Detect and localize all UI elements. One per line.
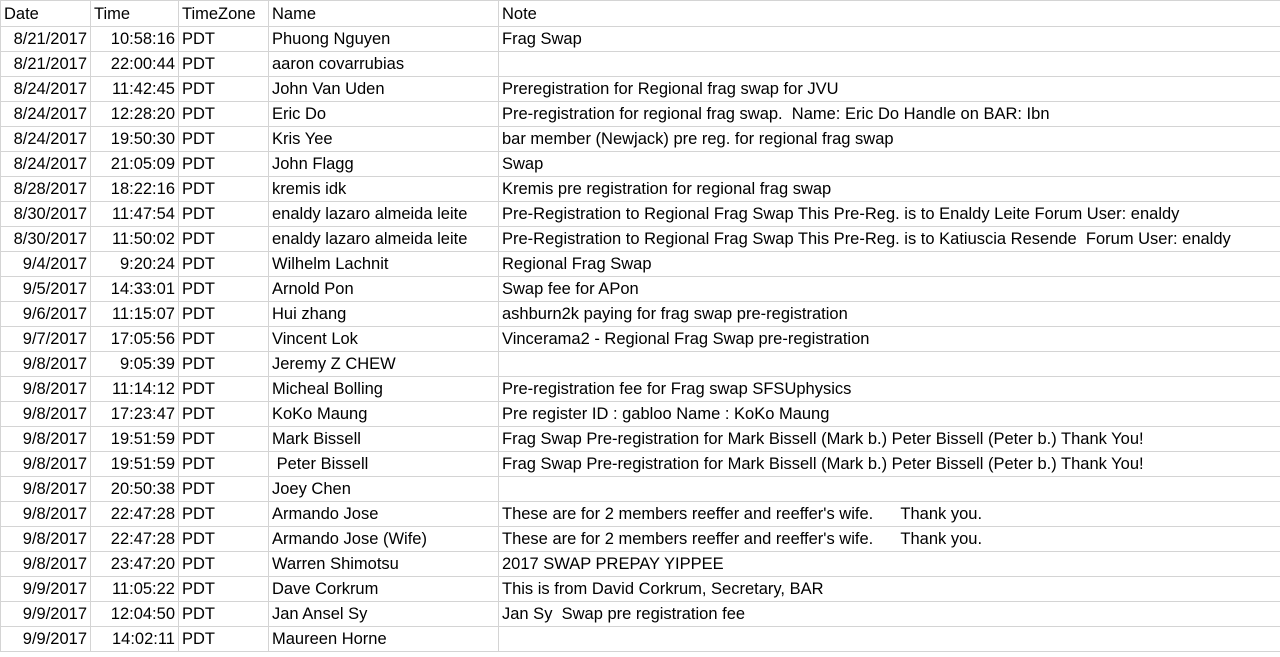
name-cell[interactable]: enaldy lazaro almeida leite: [269, 227, 499, 252]
date-cell[interactable]: 9/8/2017: [1, 452, 91, 477]
header-row: [1, 1, 1280, 27]
note-cell[interactable]: [499, 627, 1280, 652]
time-cell[interactable]: 20:50:38: [91, 477, 179, 502]
timezone-cell[interactable]: PDT: [179, 202, 269, 227]
timezone-cell[interactable]: PDT: [179, 577, 269, 602]
timezone-cell[interactable]: PDT: [179, 527, 269, 552]
header-date[interactable]: Date: [1, 1, 91, 27]
date-cell[interactable]: 9/8/2017: [1, 377, 91, 402]
date-cell[interactable]: 9/8/2017: [1, 352, 91, 377]
table-row: [1, 327, 1280, 352]
date-cell[interactable]: 9/9/2017: [1, 602, 91, 627]
time-cell[interactable]: 23:47:20: [91, 552, 179, 577]
table-row: [1, 127, 1280, 152]
table-row: [1, 302, 1280, 327]
date-cell[interactable]: 8/24/2017: [1, 152, 91, 177]
table-row: [1, 202, 1280, 227]
time-cell[interactable]: 11:47:54: [91, 202, 179, 227]
table-row: [1, 252, 1280, 277]
timezone-cell[interactable]: PDT: [179, 177, 269, 202]
name-cell[interactable]: Armando Jose: [269, 502, 499, 527]
date-cell[interactable]: 8/28/2017: [1, 177, 91, 202]
time-cell[interactable]: 14:33:01: [91, 277, 179, 302]
note-cell[interactable]: 2017 SWAP PREPAY YIPPEE: [499, 552, 1280, 577]
note-cell[interactable]: Regional Frag Swap: [499, 252, 1280, 277]
name-cell[interactable]: John Van Uden: [269, 77, 499, 102]
name-cell[interactable]: Armando Jose (Wife): [269, 527, 499, 552]
time-cell[interactable]: 11:42:45: [91, 77, 179, 102]
time-cell[interactable]: 21:05:09: [91, 152, 179, 177]
note-cell[interactable]: [499, 352, 1280, 377]
name-cell[interactable]: Joey Chen: [269, 477, 499, 502]
note-cell[interactable]: Kremis pre registration for regional frag swap: [499, 177, 1280, 202]
name-cell[interactable]: Peter Bissell: [269, 452, 499, 477]
timezone-cell[interactable]: PDT: [179, 502, 269, 527]
table-row: [1, 552, 1280, 577]
note-cell[interactable]: [499, 52, 1280, 77]
name-cell[interactable]: Wilhelm Lachnit: [269, 252, 499, 277]
timezone-cell[interactable]: PDT: [179, 552, 269, 577]
table-row: [1, 352, 1280, 377]
timezone-cell[interactable]: PDT: [179, 127, 269, 152]
table-row: [1, 27, 1280, 52]
name-cell[interactable]: Phuong Nguyen: [269, 27, 499, 52]
table-row: [1, 152, 1280, 177]
note-cell[interactable]: Frag Swap Pre-registration for Mark Bissell (Mark b.) Peter Bissell (Peter b.) Thank You!: [499, 452, 1280, 477]
date-cell[interactable]: 9/8/2017: [1, 502, 91, 527]
timezone-cell[interactable]: PDT: [179, 627, 269, 652]
timezone-cell[interactable]: PDT: [179, 477, 269, 502]
date-cell[interactable]: 9/7/2017: [1, 327, 91, 352]
table-row: [1, 102, 1280, 127]
time-cell[interactable]: 18:22:16: [91, 177, 179, 202]
time-cell[interactable]: 19:50:30: [91, 127, 179, 152]
name-cell[interactable]: John Flagg: [269, 152, 499, 177]
date-cell[interactable]: 9/8/2017: [1, 402, 91, 427]
name-cell[interactable]: KoKo Maung: [269, 402, 499, 427]
timezone-cell[interactable]: PDT: [179, 402, 269, 427]
date-cell[interactable]: 9/6/2017: [1, 302, 91, 327]
timezone-cell[interactable]: PDT: [179, 377, 269, 402]
time-cell[interactable]: 11:14:12: [91, 377, 179, 402]
name-cell[interactable]: Warren Shimotsu: [269, 552, 499, 577]
time-cell[interactable]: 17:05:56: [91, 327, 179, 352]
name-cell[interactable]: Jeremy Z CHEW: [269, 352, 499, 377]
time-cell[interactable]: 11:05:22: [91, 577, 179, 602]
note-cell[interactable]: Preregistration for Regional frag swap for JVU: [499, 77, 1280, 102]
table-row: [1, 427, 1280, 452]
time-cell[interactable]: 14:02:11: [91, 627, 179, 652]
timezone-cell[interactable]: PDT: [179, 327, 269, 352]
timezone-cell[interactable]: PDT: [179, 102, 269, 127]
time-cell[interactable]: 9:05:39: [91, 352, 179, 377]
note-cell[interactable]: Pre-Registration to Regional Frag Swap This Pre-Reg. is to Enaldy Leite Forum User: enaldy: [499, 202, 1280, 227]
time-cell[interactable]: 9:20:24: [91, 252, 179, 277]
time-cell[interactable]: 19:51:59: [91, 427, 179, 452]
date-cell[interactable]: 9/8/2017: [1, 427, 91, 452]
timezone-cell[interactable]: PDT: [179, 602, 269, 627]
time-cell[interactable]: 11:15:07: [91, 302, 179, 327]
note-cell[interactable]: Pre-Registration to Regional Frag Swap This Pre-Reg. is to Katiuscia Resende Forum User: enaldy: [499, 227, 1280, 252]
timezone-cell[interactable]: PDT: [179, 52, 269, 77]
header-note[interactable]: Note: [499, 1, 1280, 27]
note-cell[interactable]: This is from David Corkrum, Secretary, BAR: [499, 577, 1280, 602]
timezone-cell[interactable]: PDT: [179, 152, 269, 177]
table-row: [1, 452, 1280, 477]
table-row: [1, 502, 1280, 527]
date-cell[interactable]: 9/8/2017: [1, 527, 91, 552]
header-timezone[interactable]: TimeZone: [179, 1, 269, 27]
note-cell[interactable]: Pre-registration fee for Frag swap SFSUphysics: [499, 377, 1280, 402]
timezone-cell[interactable]: PDT: [179, 252, 269, 277]
date-cell[interactable]: 8/21/2017: [1, 27, 91, 52]
table-body: [1, 27, 1280, 652]
note-cell[interactable]: ashburn2k paying for frag swap pre-registration: [499, 302, 1280, 327]
date-cell[interactable]: 9/8/2017: [1, 477, 91, 502]
timezone-cell[interactable]: PDT: [179, 27, 269, 52]
name-cell[interactable]: enaldy lazaro almeida leite: [269, 202, 499, 227]
date-cell[interactable]: 9/9/2017: [1, 577, 91, 602]
timezone-cell[interactable]: PDT: [179, 77, 269, 102]
note-cell[interactable]: These are for 2 members reeffer and reeffer's wife. Thank you.: [499, 502, 1280, 527]
time-cell[interactable]: 12:04:50: [91, 602, 179, 627]
timezone-cell[interactable]: PDT: [179, 302, 269, 327]
name-cell[interactable]: Dave Corkrum: [269, 577, 499, 602]
date-cell[interactable]: 9/9/2017: [1, 627, 91, 652]
time-cell[interactable]: 22:00:44: [91, 52, 179, 77]
note-cell[interactable]: bar member (Newjack) pre reg. for regional frag swap: [499, 127, 1280, 152]
timezone-cell[interactable]: PDT: [179, 227, 269, 252]
name-cell[interactable]: kremis idk: [269, 177, 499, 202]
note-cell[interactable]: Frag Swap: [499, 27, 1280, 52]
name-cell[interactable]: Arnold Pon: [269, 277, 499, 302]
name-cell[interactable]: Jan Ansel Sy: [269, 602, 499, 627]
name-cell[interactable]: Micheal Bolling: [269, 377, 499, 402]
time-cell[interactable]: 11:50:02: [91, 227, 179, 252]
timezone-cell[interactable]: PDT: [179, 452, 269, 477]
time-cell[interactable]: 22:47:28: [91, 502, 179, 527]
name-cell[interactable]: Mark Bissell: [269, 427, 499, 452]
table-row: [1, 477, 1280, 502]
table-row: [1, 527, 1280, 552]
note-cell[interactable]: These are for 2 members reeffer and reeffer's wife. Thank you.: [499, 527, 1280, 552]
table-row: [1, 377, 1280, 402]
date-cell[interactable]: 8/21/2017: [1, 52, 91, 77]
date-cell[interactable]: 9/4/2017: [1, 252, 91, 277]
time-cell[interactable]: 22:47:28: [91, 527, 179, 552]
note-cell[interactable]: Jan Sy Swap pre registration fee: [499, 602, 1280, 627]
header-name[interactable]: Name: [269, 1, 499, 27]
note-cell[interactable]: Vincerama2 - Regional Frag Swap pre-registration: [499, 327, 1280, 352]
note-cell[interactable]: Swap fee for APon: [499, 277, 1280, 302]
time-cell[interactable]: 10:58:16: [91, 27, 179, 52]
date-cell[interactable]: 8/30/2017: [1, 227, 91, 252]
name-cell[interactable]: Vincent Lok: [269, 327, 499, 352]
table-row: [1, 52, 1280, 77]
name-cell[interactable]: Hui zhang: [269, 302, 499, 327]
time-cell[interactable]: 12:28:20: [91, 102, 179, 127]
note-cell[interactable]: Swap: [499, 152, 1280, 177]
name-cell[interactable]: Maureen Horne: [269, 627, 499, 652]
name-cell[interactable]: Kris Yee: [269, 127, 499, 152]
note-cell[interactable]: [499, 477, 1280, 502]
table-row: [1, 402, 1280, 427]
date-cell[interactable]: 8/24/2017: [1, 77, 91, 102]
table-row: [1, 277, 1280, 302]
timezone-cell[interactable]: PDT: [179, 427, 269, 452]
note-cell[interactable]: Pre register ID : gabloo Name : KoKo Maung: [499, 402, 1280, 427]
date-cell[interactable]: 8/30/2017: [1, 202, 91, 227]
name-cell[interactable]: Eric Do: [269, 102, 499, 127]
date-cell[interactable]: 9/8/2017: [1, 552, 91, 577]
note-cell[interactable]: Pre-registration for regional frag swap. Name: Eric Do Handle on BAR: Ibn: [499, 102, 1280, 127]
timezone-cell[interactable]: PDT: [179, 352, 269, 377]
table-row: [1, 77, 1280, 102]
time-cell[interactable]: 19:51:59: [91, 452, 179, 477]
date-cell[interactable]: 9/5/2017: [1, 277, 91, 302]
date-cell[interactable]: 8/24/2017: [1, 102, 91, 127]
date-cell[interactable]: 8/24/2017: [1, 127, 91, 152]
name-cell[interactable]: aaron covarrubias: [269, 52, 499, 77]
timezone-cell[interactable]: PDT: [179, 277, 269, 302]
time-cell[interactable]: 17:23:47: [91, 402, 179, 427]
note-cell[interactable]: Frag Swap Pre-registration for Mark Bissell (Mark b.) Peter Bissell (Peter b.) Thank You!: [499, 427, 1280, 452]
table-row: [1, 227, 1280, 252]
table-row: [1, 627, 1280, 652]
table-row: [1, 602, 1280, 627]
table-row: [1, 177, 1280, 202]
header-time[interactable]: Time: [91, 1, 179, 27]
table-row: [1, 577, 1280, 602]
